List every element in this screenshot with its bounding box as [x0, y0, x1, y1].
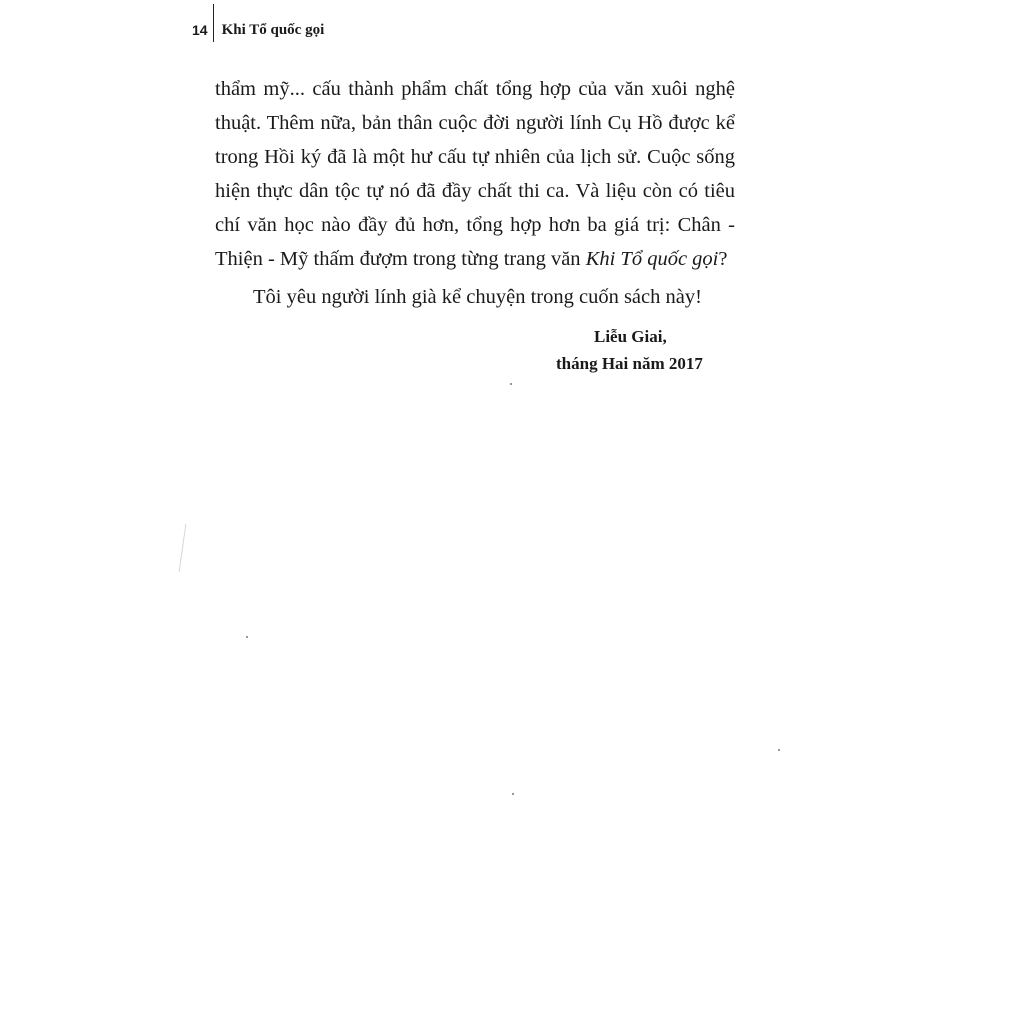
dust-speck	[246, 636, 248, 638]
paragraph-1-text: thẩm mỹ... cấu thành phẩm chất tổng hợp của văn xuôi nghệ thuật. Thêm nữa, bản thân cuộc đời người lính Cụ Hồ được kể trong Hồi ký đã là một hư cấu tự nhiên của lịch sử. Cuộc sống hiện thực dân tộc tự nó đã đầy chất thi ca. Và liệu còn có tiêu chí văn học nào đầy đủ hơn, tổng hợp hơn ba giá trị: Chân - Thiện - Mỹ thấm đượm trong từng trang văn	[215, 78, 735, 270]
dust-speck	[510, 383, 512, 385]
signature-block	[556, 323, 703, 377]
page-edge-mark	[179, 524, 189, 572]
signature-date: tháng Hai năm 2017	[556, 354, 703, 373]
page-number: 14	[192, 22, 208, 38]
header-divider	[213, 4, 214, 42]
body-text	[215, 72, 735, 314]
dust-speck	[512, 793, 514, 795]
book-title-italic: Khi Tổ quốc gọi	[585, 248, 719, 270]
author-name: Liễu Giai,	[594, 327, 667, 346]
running-title: Khi Tổ quốc gọi	[221, 21, 325, 38]
paragraph-2: Tôi yêu người lính già kể chuyện trong cuốn sách này!	[253, 286, 702, 308]
page-header	[192, 16, 324, 44]
dust-speck	[778, 749, 780, 751]
paragraph-1-end: ?	[718, 248, 728, 270]
paragraph-1	[215, 72, 735, 276]
